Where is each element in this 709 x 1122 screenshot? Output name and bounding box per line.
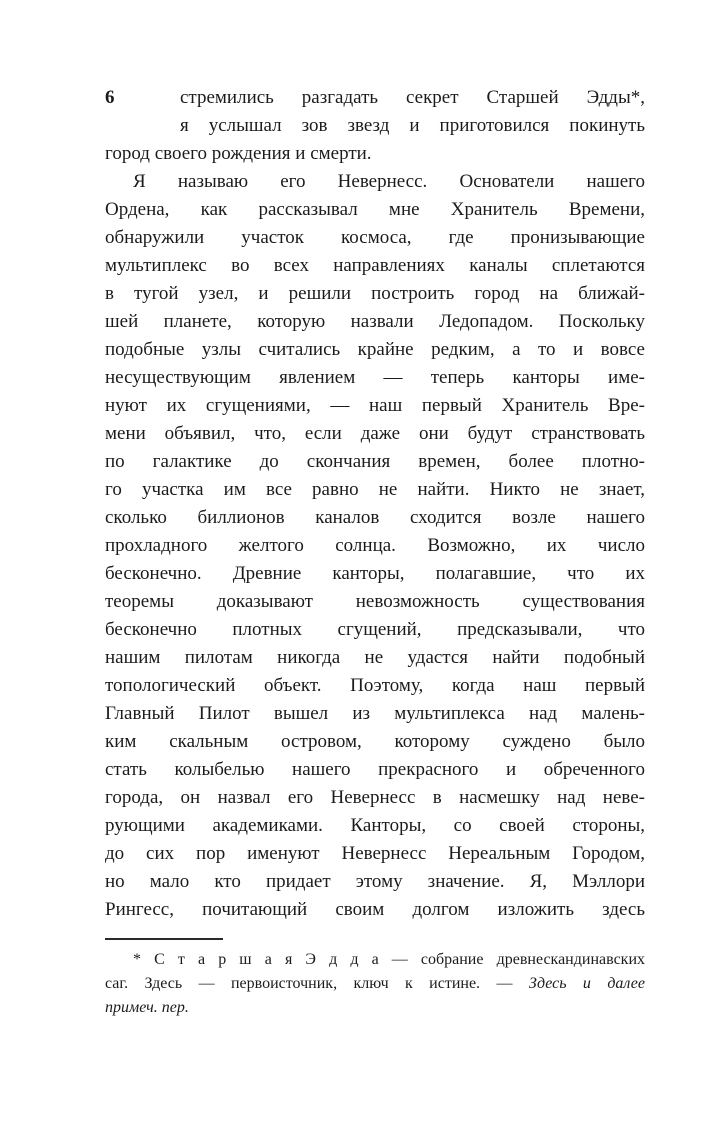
footnote-text-italic: Здесь и далее: [528, 975, 645, 992]
page-number: 6: [105, 87, 115, 108]
text-line: несуществующим явлением — теперь канторы име-: [105, 367, 645, 388]
text-line: по галактике до скончания времен, более плотно-: [105, 451, 645, 472]
text-line: топологический объект. Поэтому, когда наш первый: [105, 675, 645, 696]
text-line: Я называю его Невернесс. Основатели нашего: [133, 171, 645, 192]
text-line: Ордена, как рассказывал мне Хранитель Времени,: [105, 199, 645, 220]
text-line: стать колыбелью нашего прекрасного и обреченного: [105, 759, 645, 780]
text-line: до сих пор именуют Невернесс Нереальным Городом,: [105, 843, 645, 864]
footnote-divider: [105, 938, 223, 940]
text-line: прохладного желтого солнца. Возможно, их число: [105, 535, 645, 556]
text-line: в тугой узел, и решили построить город на ближай-: [105, 283, 645, 304]
footnote-line: [105, 972, 645, 996]
body-text-block: [105, 84, 645, 924]
text-line: но мало кто придает этому значение. Я, Мэллори: [105, 871, 645, 892]
text-line: рующими академиками. Канторы, со своей стороны,: [105, 815, 645, 836]
text-line: города, он назвал его Невернесс в насмешку над неве-: [105, 787, 645, 808]
text-line: нашим пилотам никогда не удастся найти подобный: [105, 647, 645, 668]
text-line: стремились разгадать секрет Старшей Эдды*,: [180, 87, 645, 108]
text-line: шей планете, которую назвали Ледопадом. Поскольку: [105, 311, 645, 332]
text-line: го участка им все равно не найти. Никто не знает,: [105, 479, 645, 500]
footnote-block: [105, 938, 645, 1020]
text-line: Рингесс, почитающий своим долгом изложить здесь: [105, 899, 645, 920]
text-line: сколько биллионов каналов сходится возле нашего: [105, 507, 645, 528]
text-line: город своего рождения и смерти.: [105, 143, 372, 164]
text-line: нуют их сгущениями, — наш первый Хранитель Вре-: [105, 395, 645, 416]
text-line: бесконечно. Древние канторы, полагавшие, что их: [105, 563, 645, 584]
text-line: теоремы доказывают невозможность существования: [105, 591, 645, 612]
text-line: Главный Пилот вышел из мультиплекса над малень-: [105, 703, 645, 724]
text-line: подобные узлы считались крайне редким, а то и вовсе: [105, 339, 645, 360]
footnote-line: * С т а р ш а я Э д д а — собрание древнескандинавских: [133, 951, 645, 968]
text-line: обнаружили участок космоса, где пронизывающие: [105, 227, 645, 248]
footnote-line: примеч. пер.: [105, 999, 189, 1016]
text-line: ким скальным островом, которому суждено было: [105, 731, 645, 752]
text-line: мени объявил, что, если даже они будут странствовать: [105, 423, 645, 444]
text-line: бесконечно плотных сгущений, предсказывали, что: [105, 619, 645, 640]
footnote-text-regular: саг. Здесь — первоисточник, ключ к истине. —: [105, 975, 529, 992]
text-line: я услышал зов звезд и приготовился покинуть: [180, 115, 645, 136]
body-lines: [105, 84, 645, 924]
text-line: мультиплекс во всех направлениях каналы сплетаются: [105, 255, 645, 276]
